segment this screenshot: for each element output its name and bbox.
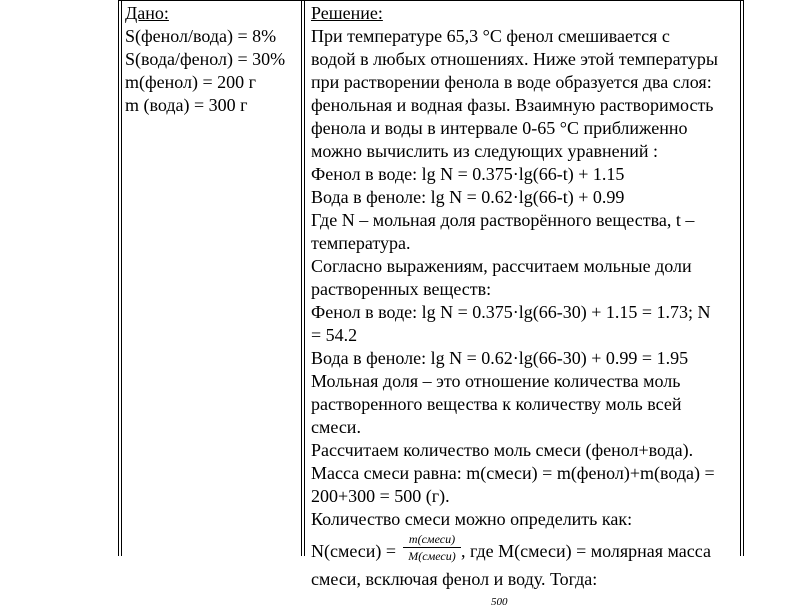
formula-numerator: m(смеси) xyxy=(408,532,456,546)
solution-line: водой в любых отношениях. Ниже этой температуры xyxy=(311,49,718,69)
solution-line: Фенол в воде: lg N = 0.375·lg(66-30) + 1.15 = 1.73; N xyxy=(311,302,711,322)
formula-fraction xyxy=(401,531,463,563)
solution-line: Вода в феноле: lg N = 0.62·lg(66-t) + 0.99 xyxy=(311,187,625,207)
given-line: m(фенол) = 200 г xyxy=(125,72,257,92)
given-line: S(фенол/вода) = 8% xyxy=(125,26,277,46)
table-border-top xyxy=(118,0,744,1)
given-line: m (вода) = 300 г xyxy=(125,95,248,115)
cut-off-line xyxy=(311,591,741,608)
solution-line: фенольная и водная фазы. Взаимную растворимость xyxy=(311,95,714,115)
solution-line: Количество смеси можно определить как: xyxy=(311,509,633,529)
given-line: S(вода/фенол) = 30% xyxy=(125,49,286,69)
solution-line: Рассчитаем количество моль смеси (фенол+вода). xyxy=(311,440,694,460)
cut-off-fragment: 500 xyxy=(491,596,508,608)
solution-line: при растворении фенола в воде образуется два слоя: xyxy=(311,72,712,92)
solution-line: температура. xyxy=(311,233,411,253)
solution-line: Фенол в воде: lg N = 0.375·lg(66-t) + 1.15 xyxy=(311,164,625,184)
formula-denominator: M(смеси) xyxy=(408,549,456,563)
formula-line xyxy=(311,531,741,568)
solution-line: Масса смеси равна: m(смеси) = m(фенол)+m(вода) = xyxy=(311,463,715,483)
solution-line: можно вычислить из следующих уравнений : xyxy=(311,141,659,161)
solution-line: Мольная доля – это отношение количества моль xyxy=(311,371,681,391)
solution-line: фенола и воды в интервале 0-65 °С приближенно xyxy=(311,118,688,138)
solution-line: растворенного вещества к количеству моль всей xyxy=(311,394,682,414)
solution-line: смеси. xyxy=(311,417,361,437)
solution-line: растворенных веществ: xyxy=(311,279,492,299)
solution-line: смеси, всключая фенол и воду. Тогда: xyxy=(311,569,598,589)
formula-suffix: , где M(смеси) = молярная масса xyxy=(461,541,711,561)
given-header: Дано: xyxy=(125,3,169,23)
solution-line: При температуре 65,3 °С фенол смешивается с xyxy=(311,26,670,46)
table-border-left-inner xyxy=(121,0,122,556)
solution-line: Где N – мольная доля растворённого вещества, t – xyxy=(311,210,695,230)
table-border-right-inner xyxy=(743,0,744,556)
column-divider-inner xyxy=(304,0,305,556)
solution-line: 200+300 = 500 (г). xyxy=(311,486,450,506)
table-border-left xyxy=(118,0,119,556)
solution-line: = 54.2 xyxy=(311,325,358,345)
fraction-bar xyxy=(403,547,461,548)
solution-column xyxy=(311,2,741,608)
solution-header: Решение: xyxy=(311,3,383,23)
given-column xyxy=(125,2,295,117)
solution-line: Вода в феноле: lg N = 0.62·lg(66-30) + 0.99 = 1.95 xyxy=(311,348,689,368)
solution-line: Согласно выражениям, рассчитаем мольные доли xyxy=(311,256,692,276)
column-divider xyxy=(301,0,302,556)
formula-prefix: N(смеси) = xyxy=(311,541,397,561)
